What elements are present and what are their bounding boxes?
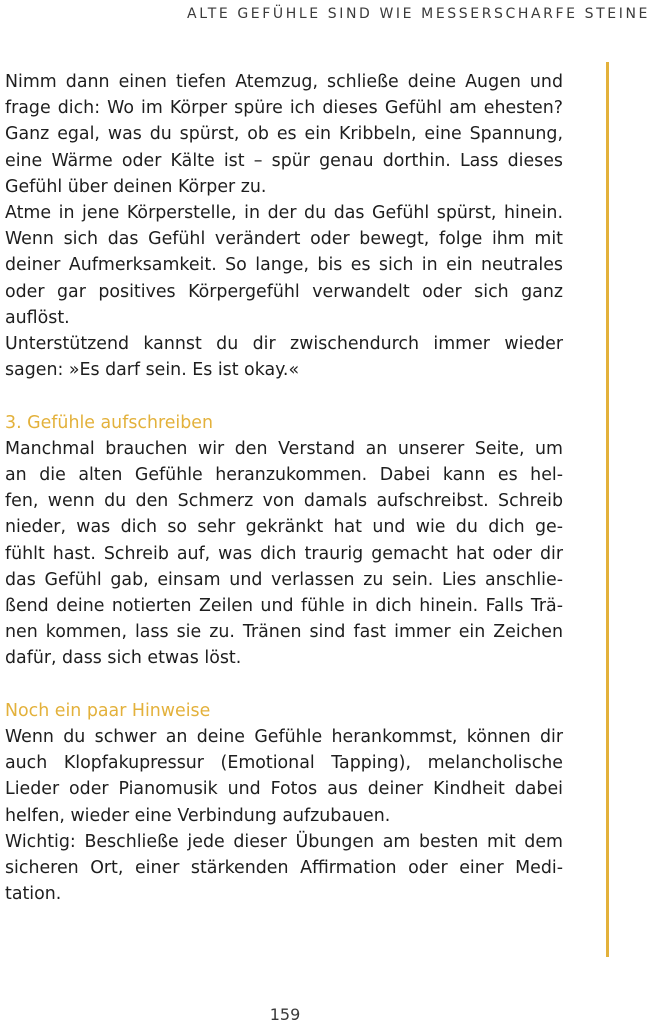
body-text xyxy=(5,69,563,907)
paragraph-gap xyxy=(5,672,563,698)
text-line: Manchmal brauchen wir den Verstand an unserer Seite, um xyxy=(5,438,563,459)
text-line: helfen, wieder eine Verbindung aufzubauen. xyxy=(5,805,391,826)
text-line: Wenn du schwer an deine Gefühle herankommst, können dir xyxy=(5,727,563,748)
text-line: tation. xyxy=(5,884,62,905)
text-line: oder gar positives Körpergefühl verwandelt oder sich ganz xyxy=(5,281,563,302)
text-line: Wenn sich das Gefühl verändert oder bewegt, folge ihm mit xyxy=(5,229,563,250)
text-line: sagen: »Es darf sein. Es ist okay.« xyxy=(5,360,300,381)
section-heading: 3. Gefühle aufschreiben xyxy=(5,412,214,433)
text-line: Ganz egal, was du spürst, ob es ein Kribbeln, eine Spannung, xyxy=(5,124,563,145)
text-line: dafür, dass sich etwas löst. xyxy=(5,648,242,669)
text-line: Nimm dann einen tiefen Atemzug, schließe deine Augen und xyxy=(5,72,563,92)
text-line: fen, wenn du den Schmerz von damals aufschreibst. Schreib xyxy=(5,491,563,512)
text-line: eine Wärme oder Kälte ist – spür genau dorthin. Lass dieses xyxy=(5,150,563,171)
text-line: auflöst. xyxy=(5,307,70,328)
accent-rule xyxy=(606,62,609,957)
text-line: Gefühl über deinen Körper zu. xyxy=(5,176,267,197)
text-line: an die alten Gefühle heranzukommen. Dabei kann es hel- xyxy=(5,465,563,486)
paragraph-gap xyxy=(5,383,563,409)
text-line: Lieder oder Pianomusik und Fotos aus deiner Kindheit dabei xyxy=(5,779,563,800)
text-line: auch Klopfakupressur (Emotional Tapping), melancholische xyxy=(5,753,563,774)
page-number: 159 xyxy=(269,1005,301,1024)
text-line: das Gefühl gab, einsam und verlassen zu sein. Lies anschlie- xyxy=(5,569,563,590)
text-line: Atme in jene Körperstelle, in der du das Gefühl spürst, hinein. xyxy=(5,203,563,224)
text-line: nieder, was dich so sehr gekränkt hat und wie du dich ge- xyxy=(5,517,563,538)
section-heading: Noch ein paar Hinweise xyxy=(5,700,211,721)
text-line: deiner Aufmerksamkeit. So lange, bis es sich in ein neutrales xyxy=(5,255,563,276)
text-line: frage dich: Wo im Körper spüre ich dieses Gefühl am ehesten? xyxy=(5,98,563,119)
text-line: Wichtig: Beschließe jede dieser Übungen am besten mit dem xyxy=(5,831,563,852)
text-line: sicheren Ort, einer stärkenden Affirmation oder einer Medi- xyxy=(5,858,563,879)
running-head: ALTE GEFÜHLE SIND WIE MESSERSCHARFE STEINE xyxy=(187,6,650,22)
text-line: nen kommen, lass sie zu. Tränen sind fast immer ein Zeichen xyxy=(5,622,563,643)
text-line: ßend deine notierten Zeilen und fühle in dich hinein. Falls Trä- xyxy=(5,596,563,617)
text-line: fühlt hast. Schreib auf, was dich traurig gemacht hat oder dir xyxy=(5,543,563,564)
text-line: Unterstützend kannst du dir zwischendurch immer wieder xyxy=(5,334,563,355)
